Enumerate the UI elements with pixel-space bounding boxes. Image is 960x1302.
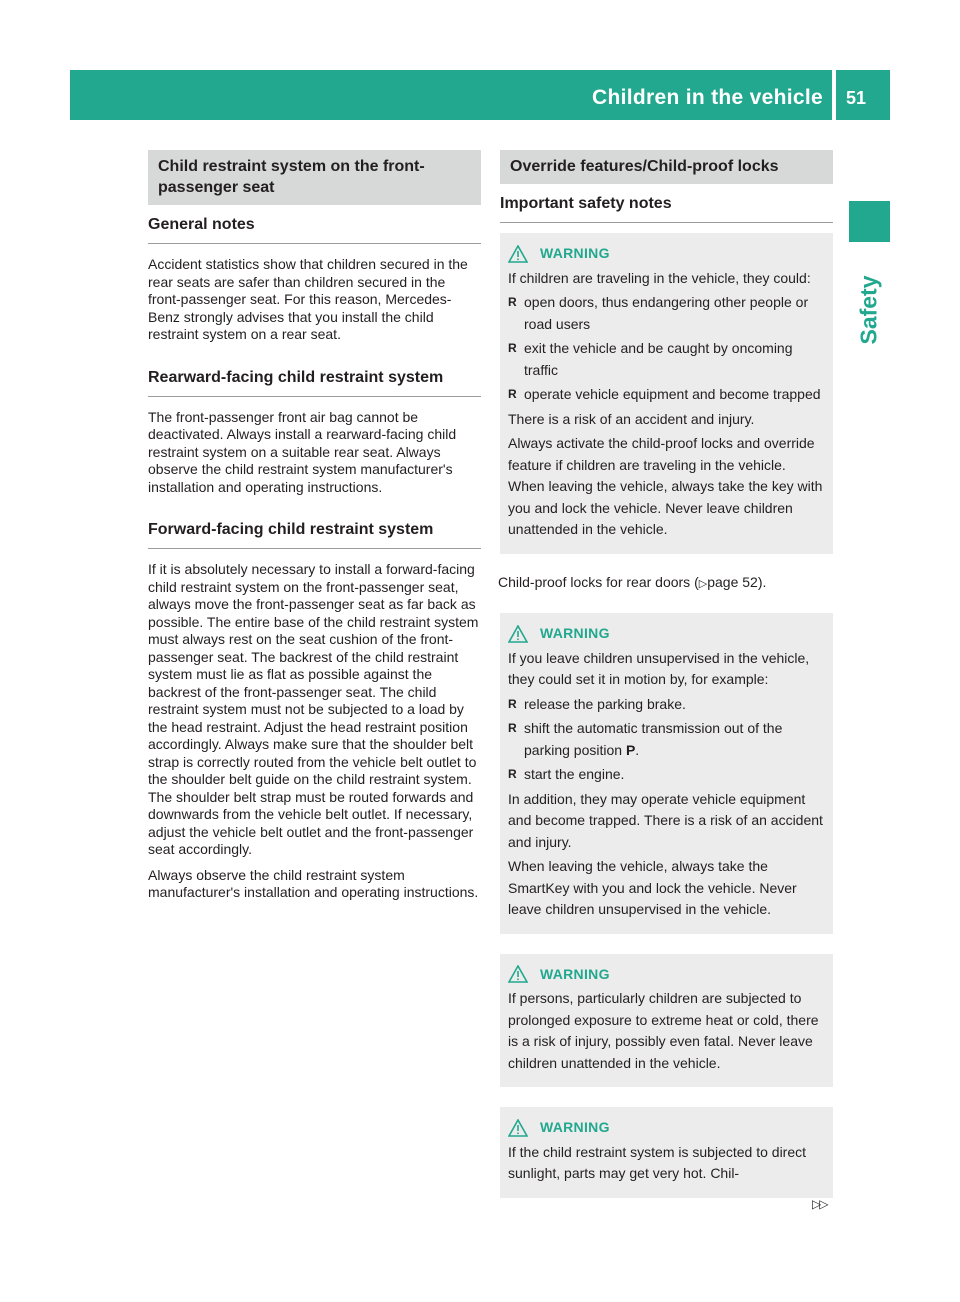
page-ref-arrow-icon: ▷ (698, 577, 708, 590)
warning-text: If the child restraint system is subjected to direct sunlight, parts may get very hot. Chil- (508, 1143, 807, 1181)
section-title-override: Override features/Child-proof locks (500, 150, 833, 184)
forward-text-2: Always observe the child restraint system manufacturer's installation and operating instructions. (148, 866, 479, 900)
warning-label: WARNING (540, 1119, 610, 1135)
child-proof-reference: Child-proof locks for rear doors (▷page 52). (498, 573, 767, 590)
side-tab (846, 250, 892, 370)
general-notes-heading: General notes (148, 215, 481, 244)
list-item: R open doors, thus endangering other people or road users (508, 294, 809, 332)
warning-text: There is a risk of an accident and injury. (508, 410, 755, 427)
list-item: R start the engine. (508, 766, 625, 782)
header-divider (832, 70, 836, 120)
safety-notes-heading: Important safety notes (500, 194, 833, 223)
warning-text: If you leave children unsupervised in the vehicle, they could set it in motion by, for example: (508, 649, 810, 687)
rearward-heading: Rearward-facing child restraint system (148, 368, 481, 397)
warning-label: WARNING (540, 965, 610, 982)
page-link[interactable]: page 52). (707, 573, 767, 590)
warning-triangle-icon (508, 1119, 528, 1137)
warning-triangle-icon (508, 245, 528, 263)
forward-heading: Forward-facing child restraint system (148, 520, 481, 549)
warning-text: In addition, they may operate vehicle equipment and become trapped. There is a risk of an accident and injury. (508, 790, 823, 850)
forward-text-1: If it is absolutely necessary to install a forward-facing child restraint system on the front-passenger seat, always move the front-passenger seat as far back as possible. The entire base of the child restraint system must always rest on the seat cushion of the front-passenger seat. The backrest of the child restraint system must lie as flat as possible against the backrest of the front-passenger seat. The child restraint system must not be subjected to a load by the head restraint. Adjust the head restraint position accordingly. Always make sure that the shoulder belt strap is correctly routed from the vehicle belt outlet to the shoulder belt guide on the child restraint system. The shoulder belt strap must be routed forwards and downwards from the vehicle belt outlet. If necessary, adjust the vehicle belt outlet and the front-passenger seat accordingly. (148, 561, 479, 857)
rearward-text: The front-passenger front air bag cannot be deactivated. Always install a rearward-facing child restraint system on a suitable rear seat. Always observe the child restraint system manufacturer's installation and operating instructions. (148, 408, 457, 495)
warning-box-3 (500, 954, 833, 1088)
general-notes-text: Accident statistics show that children secured in the rear seats are safer than children secured in the front-passenger seat. For this reason, Mercedes-Benz strongly advises that you install the child restraint system on a rear seat. (148, 256, 468, 342)
warning-box-2 (500, 613, 833, 934)
page-number: 51 (846, 88, 867, 108)
list-item: R exit the vehicle and be caught by oncoming traffic (508, 340, 793, 378)
right-column (500, 150, 833, 1198)
warning-triangle-icon (508, 625, 528, 643)
side-tab-label: Safety (855, 275, 882, 345)
list-item: R shift the automatic transmission out of the parking position P. (508, 720, 783, 758)
warning-box-4 (500, 1107, 833, 1198)
section-tab-marker (849, 201, 890, 242)
continue-arrow-icon: ▷▷ (812, 1197, 827, 1211)
warning-triangle-icon (508, 965, 528, 983)
warning-text: If persons, particularly children are subjected to prolonged exposure to extreme heat or cold, there is a risk of injury, possibly even fatal. Never leave children unattended in the vehicle. (508, 990, 819, 1071)
chapter-title: Children in the vehicle (592, 86, 823, 109)
list-item: R release the parking brake. (508, 695, 686, 712)
warning-text: If children are traveling in the vehicle, they could: (508, 269, 811, 286)
warning-text: When leaving the vehicle, always take the SmartKey with you and lock the vehicle. Never leave children unsupervised in the vehicle. (508, 858, 797, 917)
warning-box-1 (500, 233, 833, 554)
warning-text: Always activate the child-proof locks and override feature if children are traveling in the vehicle. When leaving the vehicle, always take the key with you and lock the vehicle. Never leave children unattended in the vehicle. (508, 435, 823, 537)
list-item: R operate vehicle equipment and become trapped (508, 386, 821, 402)
left-column (148, 150, 481, 916)
warning-label: WARNING (540, 625, 610, 641)
warning-label: WARNING (540, 245, 610, 261)
section-title-front-seat: Child restraint system on the front-passenger seat (148, 150, 481, 205)
